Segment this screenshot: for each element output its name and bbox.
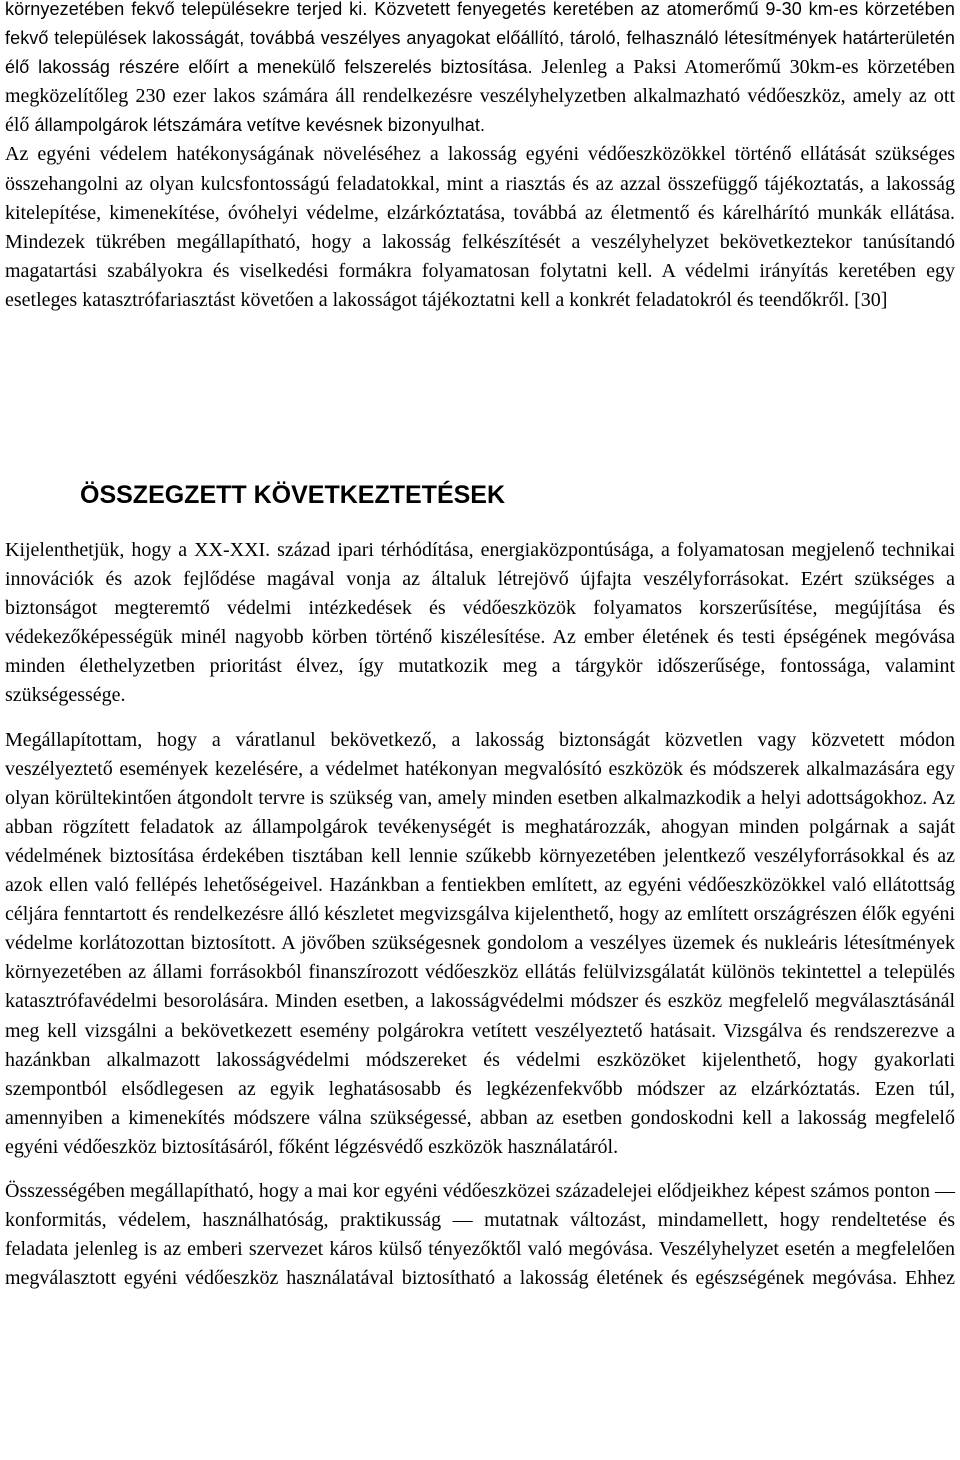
intro-text-sans-1: környezetében fekvő településekre terjed ki. Közvetett fenyegetés keretében az atomerőmű 9-30 km-es körzetében fekvő települések lakosságát, továbbá veszélyes anyagokat előállító, tároló, felhasználó létesítmények határterületén élő lakosság részére előírt a menekülő felszerelés biztosítása.: [5, 0, 955, 78]
intro-text-serif-1: Jelenleg a Paksi Atomerőmű 30km-es körzetében megközelítőleg 230 ezer lakos számára áll rendelkezésre veszélyhelyzetben alkalmazható védőeszköz, amely az ott élő: [5, 56, 955, 137]
conclusions-body: [5, 536, 955, 1293]
conclusion-paragraph-3: Összességében megállapítható, hogy a mai kor egyéni védőeszközei századelejei elődjeikhez képest számos ponton — konformitás, védelem, használhatóság, praktikusság — mutatnak változást, mindamellett, hogy rendeltetése és feladata jelenleg is az emberi szervezet káros külső tényezőktől való megóvása. Veszélyhelyzet esetén a megfelelően megválasztott egyéni védőeszköz használatával biztosítható a lakosság életének és egészségének megóvása. Ehhez: [5, 1179, 955, 1290]
intro-text-sans-2: állampolgárok létszámára vetítve kevésnek bizonyulhat.: [34, 115, 486, 136]
section-heading: ÖSSZEGZETT KÖVETKEZTETÉSEK: [80, 481, 506, 509]
intro-paragraph: [5, 0, 955, 140]
conclusion-paragraph-2: Megállapítottam, hogy a váratlanul bekövetkező, a lakosság biztonságát közvetlen vagy közvetett módon veszélyeztető események kezelésére, a védelmet hatékonyan megvalósító eszközök és módszerek alkalmazására egy olyan körültekintően átgondolt tervre is szükség van, amely minden esetben alkalmazkodik a helyi adottságokhoz. Az abban rögzített feladatok az állampolgárok tevékenységét is meghatározzák, ahogyan minden polgárnak a saját védelmének biztosítása érdekében tisztában kell lennie szűkebb környezetében jelentkező veszélyforrásokkal és az azok ellen való fellépés lehetőségeivel. Hazánkban a fentiekben említett, az egyéni védőeszközökkel való ellátottság céljára fenntartott és rendelkezésre álló készletet megvizsgálva kijelenthető, hogy az említett országrészen élők egyéni védelme korlátozottan biztosított. A jövőben szükségesnek gondolom a veszélyes üzemek és nukleáris létesítmények környezetében az állami forrásokból finanszírozott védőeszköz ellátás felülvizsgálatát különös tekintettel a település katasztrófavédelmi besorolására. Minden esetben, a lakosságvédelmi módszer és eszköz megfelelő megválasztásánál meg kell vizsgálni a bekövetkezett esemény polgárokra vetített veszélyeztető hatásait. Vizsgálva és rendszerezve a hazánkban alkalmazott lakosságvédelmi módszereket és védelmi eszközöket kijelenthető, hogy gyakorlati szempontból elsődlegesen az egyik leghatásosabb és legkézenfekvőbb módszer az elzárkóztatás. Ezen túl, amennyiben a kimenekítés módszere válna szükségessé, abban az esetben gondoskodni kell a lakosság megfelelő egyéni védőeszköz biztosításáról, főként légzésvédő eszközök használatáról.: [5, 728, 955, 1158]
protection-paragraph: Az egyéni védelem hatékonyságának növeléséhez a lakosság egyéni védőeszközökkel történő ellátását szükséges összehangolni az olyan kulcsfontosságú feladatokkal, mint a riasztás és az azzal összefüggő tájékoztatás, a lakosság kitelepítése, kimenekítése, óvóhelyi védelme, elzárkóztatása, továbbá az életmentő és kárelhárító munkák ellátása. Mindezek tükrében megállapítható, hogy a lakosság felkészítését a veszélyhelyzet bekövetkeztekor tanúsítandó magatartási szabályokra és viselkedési formákra folyamatosan folytatni kell. A védelmi irányítás keretében egy esetleges katasztrófariasztást követően a lakosságot tájékoztatni kell a konkrét feladatokról és teendőkről. [30]: [5, 143, 955, 311]
document-page: [5, 0, 955, 1290]
conclusion-paragraph-1: Kijelenthetjük, hogy a XX-XXI. század ipari térhódítása, energiaközpontúsága, a folyamatosan megjelenő technikai innovációk és azok fejlődése magával vonja az általuk létrejövő újfajta veszélyforrásokat. Ezért szükséges a biztonságot megteremtő védelmi intézkedések és védőeszközök folyamatos korszerűsítése, megújítása és védekezőképességük minél nagyobb körben történő kiszélesítése. Az ember életének és testi épségének megóvása minden élethelyzetben prioritást élvez, így mutatkozik meg a tárgykör időszerűsége, fontossága, valamint szükségessége.: [5, 539, 955, 707]
